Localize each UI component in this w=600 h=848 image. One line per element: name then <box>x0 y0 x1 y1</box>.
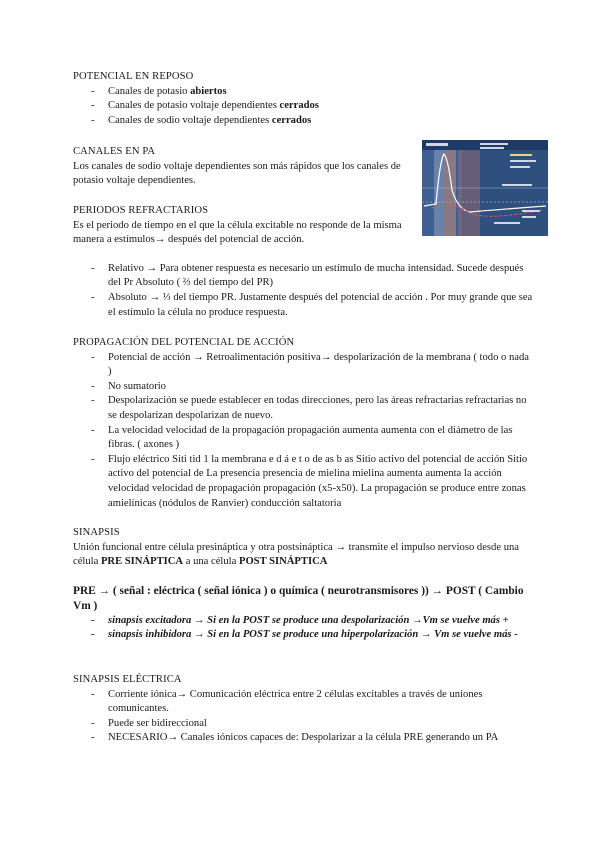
section-refractory-periods <box>73 204 533 320</box>
list-item: - Despolarización se puede establecer en todas direcciones, pero las áreas refractarias refractarias no se despolarizan despolarizan de nuevo. <box>73 394 533 423</box>
list-item: - sinapsis excitadora → Si en la POST se produce una despolarización →Vm se vuelve más + <box>73 614 533 629</box>
bullet-list <box>73 614 533 643</box>
section-title: PROPAGACIÓN DEL POTENCIAL DE ACCIÓN <box>73 337 295 348</box>
bullet-list <box>73 351 533 512</box>
section-synapse <box>73 526 533 643</box>
section-resting-potential <box>73 70 533 128</box>
list-item: - NECESARIO→ Canales iónicos capaces de: Despolarizar a la célula PRE generando un PA <box>73 731 533 746</box>
list-item: - Canales de potasio abiertos <box>73 85 533 100</box>
paragraph: Los canales de sodio voltaje dependientes son más rápidos que los canales de potasio voltaje dependientes. <box>73 160 401 187</box>
section-electrical-synapse <box>73 673 533 746</box>
list-item: - Corriente iónica→ Comunicación eléctrica entre 2 células excitables a través de uniones comunicantes. <box>73 688 533 717</box>
section-channels-pa <box>73 145 403 189</box>
list-item: - Relativo → Para obtener respuesta es necesario un estímulo de mucha intensidad. Sucede después del Pr Absoluto ( ⅔ del tiempo del PR) <box>73 262 533 291</box>
paragraph: Unión funcional entre célula presináptica y otra postsináptica → transmite el impulso nervioso desde una célula PRE SINÁPTICA a una célula POST SINÁPTICA <box>73 541 519 568</box>
list-item: - Canales de sodio voltaje dependientes cerrados <box>73 114 533 129</box>
section-title: PERIODOS REFRACTARIOS <box>73 205 209 216</box>
bullet-list <box>73 85 533 129</box>
list-item: - Absoluto → ⅓ del tiempo PR. Justamente después del potencial de acción . Por muy grande que sea el estímulo la célula no produce respuesta. <box>73 291 533 320</box>
bullet-list <box>73 688 533 746</box>
pre-post-line: PRE → ( señal : eléctrica ( señal iónica ) o química ( neurotransmisores )) → POST ( Cambio Vm ) <box>73 584 524 612</box>
section-propagation <box>73 336 533 511</box>
section-title: POTENCIAL EN REPOSO <box>73 71 194 82</box>
list-item: - Puede ser bidireccional <box>73 717 533 732</box>
section-title: CANALES EN PA <box>73 146 156 157</box>
section-title: SINAPSIS <box>73 527 120 538</box>
paragraph: Es el periodo de tiempo en el que la célula excitable no responde de la misma manera a estímulos→ después del potencial de acción. <box>73 219 402 246</box>
list-item: - Canales de potasio voltaje dependientes cerrados <box>73 99 533 114</box>
list-item: - sinapsis inhibidora → Si en la POST se produce una hiperpolarización → Vm se vuelve más - <box>73 628 533 643</box>
section-title: SINAPSIS ELÉCTRICA <box>73 674 182 685</box>
bullet-list <box>73 262 533 320</box>
list-item: - Flujo eléctrico Siti tid 1 la membrana e d á e t o de as b as Sitio activo del potencial de acción Sitio activo del potencial de La presencia presencia de mielina mielina aumenta aumenta la acción velocidad velocidad de propagación propagación (x5-x50). La propagación se produce entre zonas amielínicas (nódulos de Ranvier) conducción saltatoria <box>73 453 533 511</box>
list-item: - No sumatorio <box>73 380 533 395</box>
list-item: - Potencial de acción → Retroalimentación positiva→ despolarización de la membrana ( todo o nada ) <box>73 351 533 380</box>
list-item: - La velocidad velocidad de la propagación propagación aumenta aumenta con el diámetro de las fibras. ( axones ) <box>73 424 533 453</box>
